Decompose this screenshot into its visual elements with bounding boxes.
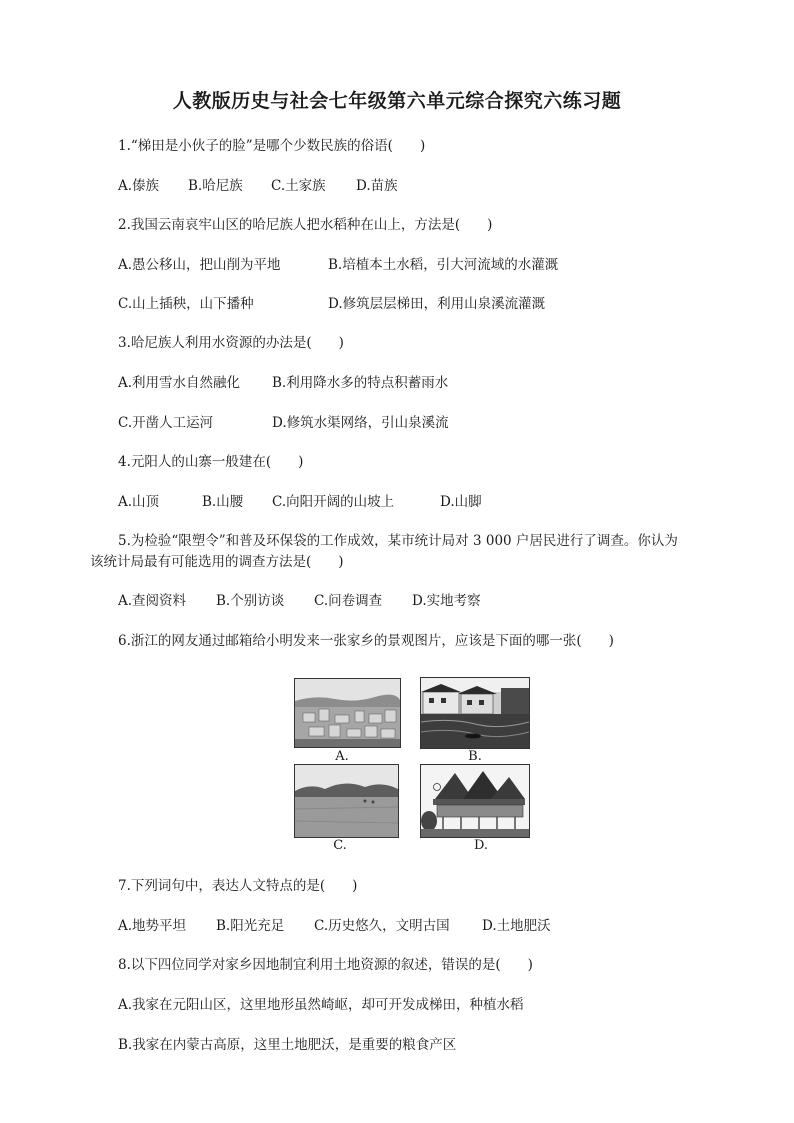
question-5-option-d: D.实地考察 <box>412 593 481 609</box>
question-4-option-a: A.山顶 <box>118 494 160 510</box>
question-5-option-c: C.问卷调查 <box>314 593 383 609</box>
question-4-option-d: D.山脚 <box>440 494 482 510</box>
image-a-caption: A. <box>335 749 349 764</box>
question-4-option-c: C.向阳开阔的山坡上 <box>272 494 395 510</box>
image-d-caption: D. <box>473 838 489 853</box>
question-7-option-a: A.地势平坦 <box>118 918 187 934</box>
question-2-option-c: C.山上插秧，山下播种 <box>118 296 254 312</box>
question-4-stem: 4.元阳人的山寨一般建在( ) <box>118 454 304 470</box>
question-8-option-b: B.我家在内蒙古高原，这里土地肥沃，是重要的粮食产区 <box>118 1037 457 1053</box>
question-8-stem: 8.以下四位同学对家乡因地制宜利用土地资源的叙述，错误的是( ) <box>118 957 533 973</box>
question-3-option-d: D.修筑水渠网络，引山泉溪流 <box>272 415 449 431</box>
question-6-stem: 6.浙江的网友通过邮箱给小明发来一张家乡的景观图片，应该是下面的哪一张( ) <box>118 633 614 649</box>
question-4-option-b: B.山腰 <box>202 494 244 510</box>
question-5-option-a: A.查阅资料 <box>118 593 187 609</box>
question-3-option-a: A.利用雪水自然融化 <box>118 375 241 391</box>
question-7-stem: 7.下列词句中，表达人文特点的是( ) <box>118 878 358 894</box>
image-d-stilt-house <box>420 764 530 838</box>
question-2-option-a: A.愚公移山，把山削为平地 <box>118 257 281 273</box>
question-1-option-b: B.哈尼族 <box>188 178 243 194</box>
question-1-option-c: C.土家族 <box>271 178 326 194</box>
image-a-desert-town <box>294 678 401 748</box>
image-c-grassland <box>294 764 399 838</box>
image-c-caption: C. <box>333 838 347 853</box>
image-b-water-town <box>420 677 530 749</box>
question-1-stem: 1.“梯田是小伙子的脸”是哪个少数民族的俗语( ) <box>118 138 426 154</box>
question-2-stem: 2.我国云南哀牢山区的哈尼族人把水稻种在山上，方法是( ) <box>118 217 493 233</box>
question-1-option-d: D.苗族 <box>356 178 398 194</box>
question-5-stem-line-1: 5.为检验“限塑令”和普及环保袋的工作成效，某市统计局对 3 000 户居民进行了调查。你认为 <box>118 533 678 549</box>
question-2-option-d: D.修筑层层梯田，利用山泉溪流灌溉 <box>328 296 546 312</box>
question-3-option-b: B.利用降水多的特点积蓄雨水 <box>272 375 449 391</box>
question-3-option-c: C.开凿人工运河 <box>118 415 214 431</box>
question-7-option-b: B.阳光充足 <box>216 918 285 934</box>
image-b-caption: B. <box>468 749 482 764</box>
question-1-option-a: A.傣族 <box>118 178 160 194</box>
question-5-stem-line-2: 该统计局最有可能选用的调查方法是( ) <box>90 554 344 570</box>
question-5-option-b: B.个别访谈 <box>216 593 285 609</box>
question-8-option-a: A.我家在元阳山区，这里地形虽然崎岖，却可开发成梯田，种植水稻 <box>118 997 524 1013</box>
page-title: 人教版历史与社会七年级第六单元综合探究六练习题 <box>172 90 622 112</box>
question-7-option-d: D.土地肥沃 <box>482 918 551 934</box>
question-3-stem: 3.哈尼族人利用水资源的办法是( ) <box>118 335 344 351</box>
question-7-option-c: C.历史悠久，文明古国 <box>314 918 450 934</box>
question-2-option-b: B.培植本土水稻，引大河流域的水灌溉 <box>328 257 559 273</box>
